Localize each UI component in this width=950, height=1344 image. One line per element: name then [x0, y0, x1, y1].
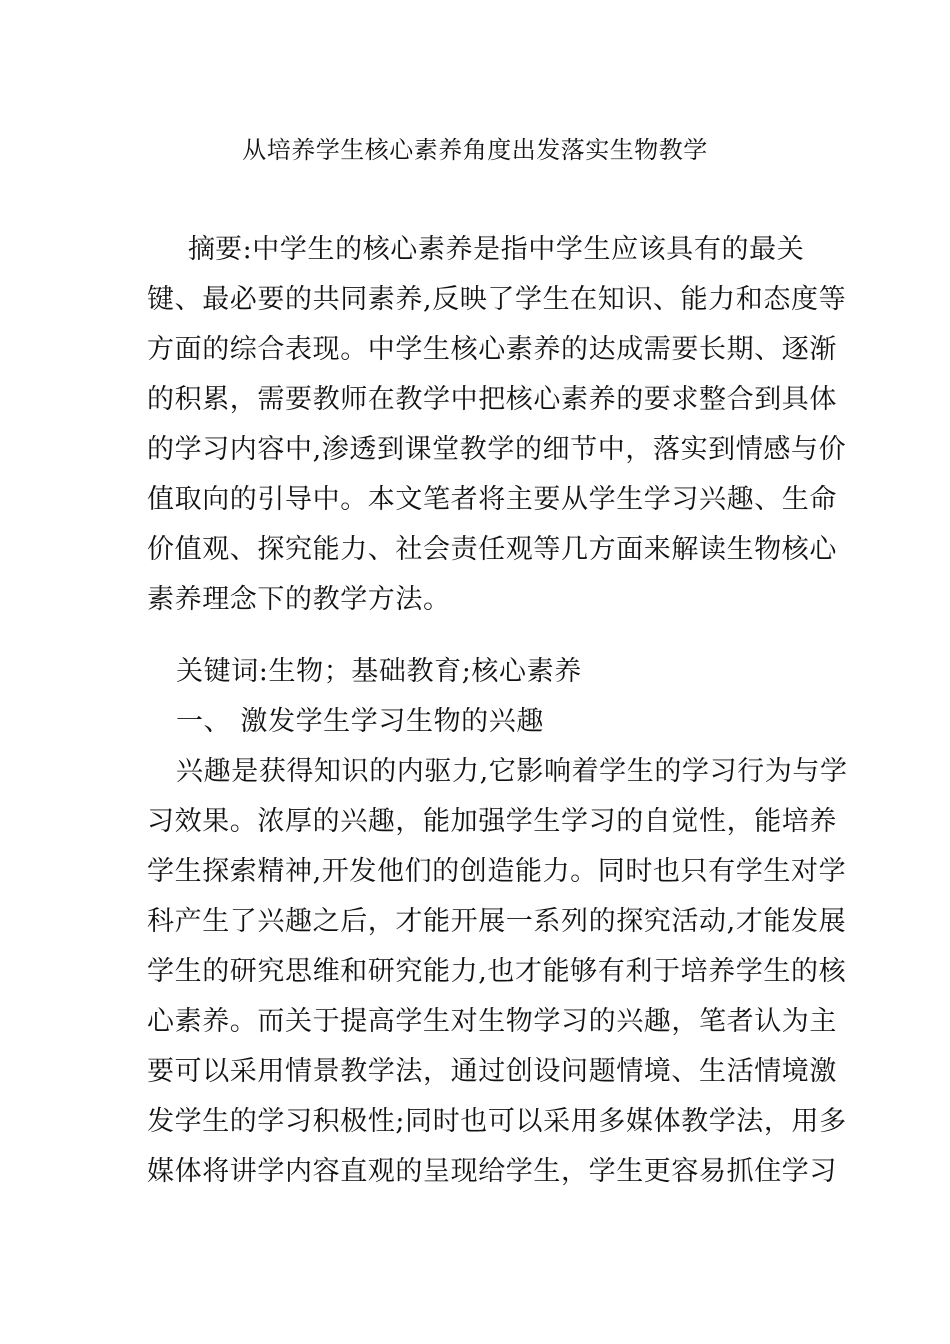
abstract-label-b: 要: [215, 234, 253, 265]
abstract-line: 素养理念下的教学方法。 [147, 584, 451, 615]
body-line: 心素养。而关于提高学生对生物学习的兴趣，笔者认为主 [147, 1006, 837, 1037]
body-line: 发学生的学习积极性;同时也可以采用多媒体教学法，用多 [147, 1106, 847, 1137]
abstract-line: 键、最必要的共同素养,反映了学生在知识、能力和态度等 [147, 284, 847, 315]
section-heading: 一、 激发学生学习生物的兴趣 [176, 706, 544, 737]
abstract-line: 价值观、探究能力、社会责任观等几方面来解读生物核心 [147, 534, 837, 565]
abstract-line: 值取向的引导中。本文笔者将主要从学生学习兴趣、生命 [147, 484, 837, 515]
abstract-line: 的积累，需要教师在教学中把核心素养的要求整合到具体 [147, 384, 837, 415]
keywords-line: 关键词:生物；基础教育;核心素养 [176, 656, 582, 687]
abstract-line: 方面的综合表现。中学生核心素养的达成需要长期、逐渐 [147, 334, 837, 365]
body-line: 媒体将讲学内容直观的呈现给学生，学生更容易抓住学习 [147, 1156, 837, 1187]
abstract-label-a: 摘 [188, 234, 215, 265]
body-line: 习效果。浓厚的兴趣，能加强学生学习的自觉性，能培养 [147, 806, 837, 837]
document-title: 从培养学生核心素养角度出发落实生物教学 [242, 136, 708, 164]
abstract-line: 的学习内容中,渗透到课堂教学的细节中，落实到情感与价 [147, 434, 847, 465]
body-line: 科产生了兴趣之后，才能开展一系列的探究活动,才能发展 [147, 906, 847, 937]
body-line: 学生探索精神,开发他们的创造能力。同时也只有学生对学 [147, 856, 847, 887]
body-line: 学生的研究思维和研究能力,也才能够有利于培养学生的核 [147, 956, 847, 987]
abstract-first-line [188, 232, 804, 268]
body-line: 兴趣是获得知识的内驱力,它影响着学生的学习行为与学 [176, 756, 848, 787]
body-line: 要可以采用情景教学法，通过创设问题情境、生活情境激 [147, 1056, 837, 1087]
abstract-line: 中学生的核心素养是指中学生应该具有的最关 [252, 234, 805, 265]
